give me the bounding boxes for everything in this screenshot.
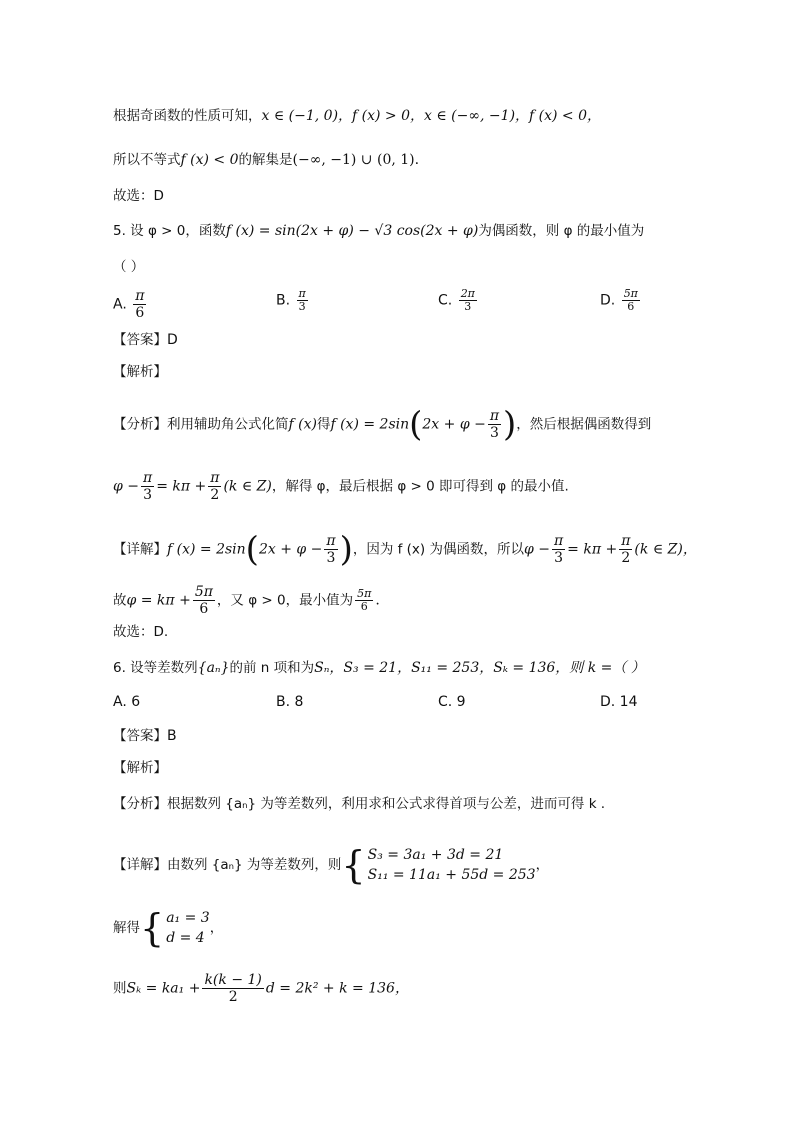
math: (k ∈ Z) [223, 478, 272, 495]
numerator: π [489, 408, 500, 424]
analysis-heading-6: 【解析】 [113, 760, 167, 776]
equation-system [368, 845, 536, 885]
fraction [459, 288, 477, 313]
denominator: 2 [621, 550, 631, 566]
paren-open: ( [409, 404, 423, 445]
text: ，又 φ > 0，最小值为 [216, 592, 354, 609]
text: 的前 n 项和为 [229, 660, 315, 676]
numerator: π [298, 287, 306, 300]
text: ， [535, 857, 550, 873]
numerator: 5π [623, 287, 638, 300]
numerator: π [621, 533, 631, 549]
math: d = 2k² + k = 136， [265, 980, 409, 997]
numerator: π [135, 288, 145, 304]
answer-tag: 【答案】 [113, 728, 167, 744]
denominator: 6 [627, 300, 635, 313]
option-b: B. 8 [276, 694, 304, 710]
text: ，解得 φ，最后根据 φ > 0 即可得到 φ 的最小值. [271, 478, 569, 495]
fraction [324, 533, 337, 566]
fraction [208, 470, 221, 503]
text: 所以不等式 [113, 152, 181, 168]
detail-6-line-2 [113, 908, 223, 948]
math: 2x + φ − [258, 541, 323, 558]
paren-open: ( [245, 529, 259, 570]
fraction [141, 470, 154, 503]
math: = kπ + [156, 478, 207, 495]
question-6-stem [113, 658, 645, 678]
math: 2x + φ − [422, 416, 486, 433]
math: f (x) = 2sin [167, 541, 246, 558]
option-label: C. [438, 292, 453, 309]
fraction [622, 288, 640, 313]
numerator: 5π [194, 584, 213, 600]
math: φ − [523, 541, 550, 558]
denominator: 3 [298, 300, 306, 313]
option-a [113, 288, 148, 321]
text: 6. 设等差数列 [113, 660, 198, 676]
math: (−∞, −1) ∪ (0, 1). [292, 152, 420, 168]
fraction [297, 288, 308, 313]
denominator: 3 [143, 487, 153, 503]
math: f (x) = 2sin [330, 416, 410, 433]
paren-close: ) [339, 529, 353, 570]
math: φ − [113, 478, 139, 495]
numerator: 2π [460, 287, 475, 300]
choice-line-5: 故选：D. [113, 624, 169, 640]
fraction [619, 533, 632, 566]
text: 为偶函数，则 φ 的最小值为 [478, 223, 645, 239]
text: 则 [113, 980, 127, 997]
question-5-stem [113, 221, 644, 241]
denominator: 3 [554, 550, 564, 566]
question-5-paren: （ ） [113, 259, 145, 275]
text: ，然后根据偶函数得到 [516, 416, 652, 433]
section-tag: 【详解】 [113, 857, 167, 873]
option-label: D. [600, 292, 616, 309]
denominator: 3 [489, 425, 499, 441]
denominator: 2 [210, 487, 220, 503]
math: f (x) = sin(2x + φ) − √3 cos(2x + φ) [225, 223, 479, 239]
math: φ = kπ + [126, 592, 191, 609]
text: 解得 [113, 920, 140, 936]
math: {aₙ} [197, 660, 230, 676]
equation: d = 4 [166, 930, 205, 946]
text: 根据奇函数的性质可知， [113, 108, 262, 124]
option-label: A. [113, 296, 127, 313]
text-line-2 [113, 150, 419, 170]
text: 利用辅助角公式化简 [167, 416, 289, 433]
math: f (x) [288, 416, 317, 433]
analysis-6-line [113, 794, 605, 814]
fraction [552, 533, 565, 566]
fraction [355, 588, 373, 613]
text: 5. 设 φ > 0，函数 [113, 223, 226, 239]
section-tag: 【分析】 [113, 796, 167, 812]
section-tag: 【详解】 [113, 541, 167, 558]
detail-5-line-1 [113, 529, 697, 570]
detail-6-line-3 [113, 972, 409, 1005]
answer-line-6 [113, 726, 177, 746]
section-tag: 【分析】 [113, 416, 167, 433]
math: (k ∈ Z)， [634, 541, 697, 558]
text: 根据数列 {aₙ} 为等差数列，利用求和公式求得首项与公差，进而可得 k . [167, 796, 606, 812]
paren-close: ) [503, 404, 517, 445]
text-line-3: 故选：D [113, 188, 164, 204]
math: x ∈ (−1, 0)，f (x) > 0，x ∈ (−∞, −1)，f (x) < 0， [261, 108, 602, 124]
math: Sₖ = ka₁ + [126, 980, 201, 997]
denominator: 3 [326, 550, 336, 566]
numerator: π [142, 470, 153, 486]
option-a: A. 6 [113, 694, 141, 710]
answer-value: D [167, 332, 178, 348]
analysis-5-line-1 [113, 404, 652, 445]
text: 由数列 {aₙ} 为等差数列，则 [167, 857, 342, 873]
analysis-5-line-2 [113, 470, 569, 503]
equation-system [166, 908, 210, 948]
numerator: k(k − 1) [204, 972, 262, 988]
detail-6-line-1 [113, 845, 549, 885]
text: ， [209, 920, 224, 936]
numerator: 5π [357, 587, 372, 600]
denominator: 2 [228, 989, 238, 1005]
math: f (x) < 0 [180, 152, 239, 168]
denominator: 6 [199, 601, 209, 617]
fraction [488, 408, 501, 441]
answer-tag: 【答案】 [113, 332, 167, 348]
text: 故 [113, 592, 127, 609]
text: ，因为 f (x) 为偶函数，所以 [352, 541, 524, 558]
option-c [438, 288, 479, 313]
equation: S₁₁ = 11a₁ + 55d = 253 [367, 867, 536, 883]
numerator: π [210, 470, 220, 486]
analysis-heading-5: 【解析】 [113, 364, 167, 380]
text: . [375, 592, 380, 609]
math: = kπ + [567, 541, 618, 558]
detail-5-line-2 [113, 584, 380, 617]
text: 的解集是 [238, 152, 293, 168]
answer-value: B [167, 728, 177, 744]
denominator: 6 [360, 600, 368, 613]
option-d: D. 14 [600, 694, 638, 710]
numerator: π [326, 533, 336, 549]
brace: { [341, 843, 366, 887]
denominator: 6 [135, 305, 145, 321]
text-line-1 [113, 106, 601, 126]
fraction [193, 584, 215, 617]
option-b [276, 288, 310, 313]
equation: a₁ = 3 [166, 910, 210, 926]
denominator: 3 [464, 300, 472, 313]
math: Sₙ，S₃ = 21，S₁₁ = 253，Sₖ = 136，则 k =（ ） [314, 660, 645, 676]
brace: { [140, 906, 165, 950]
fraction [202, 972, 263, 1005]
text: 得 [316, 416, 331, 433]
numerator: π [553, 533, 564, 549]
option-d [600, 288, 642, 313]
option-label: B. [276, 292, 291, 309]
answer-line-5 [113, 330, 178, 350]
equation: S₃ = 3a₁ + 3d = 21 [367, 847, 504, 863]
option-c: C. 9 [438, 694, 466, 710]
fraction [133, 288, 146, 321]
